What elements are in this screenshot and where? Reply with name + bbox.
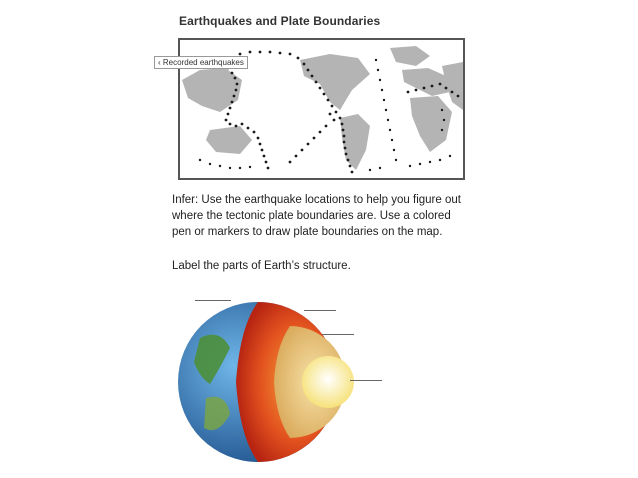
label-line-inner-core — [350, 380, 382, 381]
figure-title: Earthquakes and Plate Boundaries — [179, 14, 381, 28]
land-greenland — [390, 46, 430, 66]
recorded-earthquakes-label — [154, 56, 248, 69]
infer-line: Infer: Use the earthquake locations to help you figure out — [172, 194, 461, 206]
land-australia — [206, 126, 252, 154]
land-north-america — [300, 54, 370, 110]
infer-instructions — [172, 192, 461, 240]
label-prompt: Label the parts of Earth’s structure. — [172, 260, 351, 272]
label-line-outer-core — [322, 334, 354, 335]
pointer-arrow-icon: ‹ — [158, 58, 161, 67]
land-asia-east — [182, 68, 242, 112]
infer-line: where the tectonic plate boundaries are. Use a colored — [172, 210, 451, 222]
label-line-mantle — [304, 310, 336, 311]
inner-core-layer — [302, 356, 354, 408]
recorded-earthquakes-text: Recorded earthquakes — [162, 58, 244, 67]
earth-structure-diagram — [170, 288, 370, 468]
infer-line: pen or markers to draw plate boundaries on the map. — [172, 226, 443, 238]
land-africa — [410, 96, 452, 152]
label-line-crust — [195, 300, 231, 301]
